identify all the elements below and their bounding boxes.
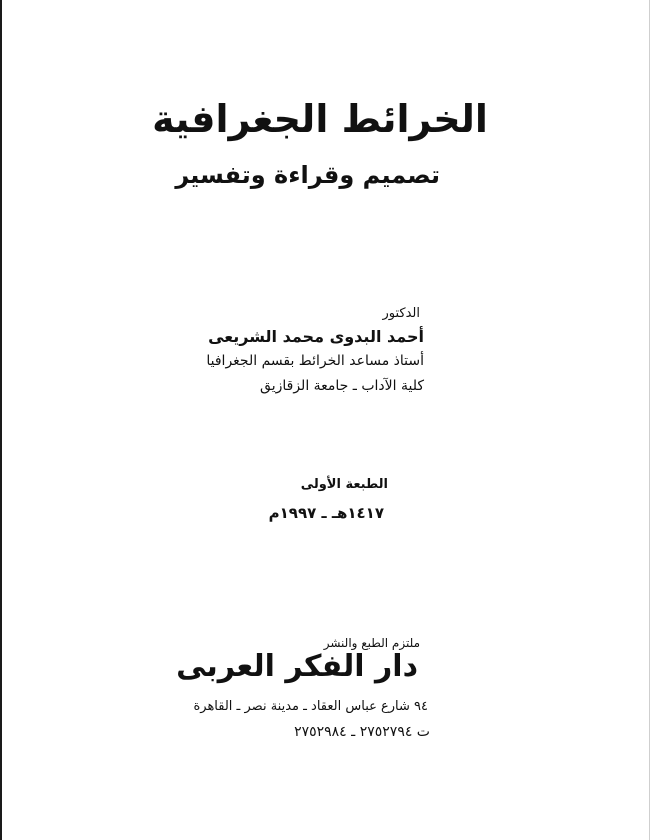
page-edge-left [0,0,2,840]
publisher-phone [294,725,430,739]
publisher-name: دار الفكر العربى [176,649,418,684]
author-degree: الدكتور [382,306,420,321]
book-subtitle: تصميم وقراءة وتفسير [175,161,440,189]
publisher-note: ملتزم الطبع والنشر [323,636,420,650]
author-name: أحمد البدوى محمد الشريعى [208,327,424,346]
publisher-phone-text: ت ٢٧٥٢٧٩٤ ـ ٢٧٥٢٩٨٤ [294,724,430,740]
edition-year: ١٤١٧هـ ـ ١٩٩٧م [268,504,384,522]
edition-label: الطبعة الأولى [300,477,388,492]
author-position: أستاذ مساعد الخرائط بقسم الجغرافيا [206,353,424,369]
author-affiliation: كلية الآداب ـ جامعة الزقازيق [260,378,424,394]
publisher-address: ٩٤ شارع عباس العقاد ـ مدينة نصر ـ القاهرة [193,699,428,714]
book-title: الخرائط الجغرافية [152,97,488,141]
